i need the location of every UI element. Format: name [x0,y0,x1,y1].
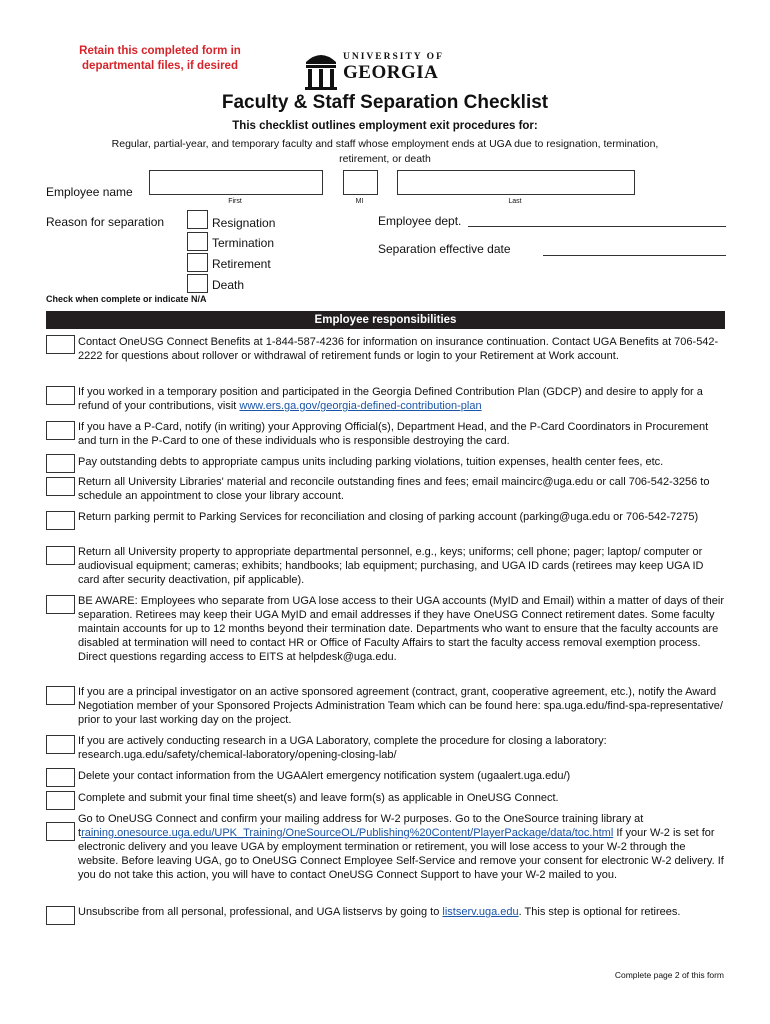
item-checkbox[interactable] [46,421,75,440]
training-link[interactable]: raining.onesource.uga.edu/UPK_Training/OneSourceOL/Publishing%20Content/PlayerPackage/data/toc.html [81,827,614,839]
checklist-item: If you are actively conducting research in a UGA Laboratory, complete the procedure for closing a laboratory: research.uga.edu/safety/chemical-laboratory/opening-closing-lab/ [78,735,607,761]
item-checkbox[interactable] [46,768,75,787]
middle-initial-field[interactable] [343,170,378,195]
item-checkbox[interactable] [46,595,75,614]
employee-name-label: Employee name [46,185,133,199]
logo-university-of: UNIVERSITY OF [343,52,444,62]
section-header: Employee responsibilities [46,311,725,329]
last-caption: Last [508,198,522,205]
page-title: Faculty & Staff Separation Checklist [221,92,549,113]
item-checkbox[interactable] [46,822,75,841]
last-name-field[interactable] [397,170,635,195]
checklist-item: If you are a principal investigator on an active sponsored agreement (contract, grant, cooperative agreement, etc.), notify the Award Negotiation member of your Sponsored Projects Administration Team which can be found here: spa.uga.edu/find-spa-representative/ prior to your last working day on the project. [78,686,723,726]
item-checkbox[interactable] [46,686,75,705]
footer-note: Complete page 2 of this form [614,970,724,980]
checklist-item: Pay outstanding debts to appropriate campus units including parking violations, tuition expenses, health center fees, etc. [78,456,664,468]
resignation-label: Resignation [212,216,276,230]
item-checkbox[interactable] [46,546,75,565]
checklist-item: BE AWARE: Employees who separate from UGA lose access to their UGA accounts (MyID and Email) within a matter of days of their separation. Retirees may keep their UGA MyID and email addresses if they have OneUSG Connect retirement dates. Some faculty maintain accounts for up to 12 months beyond their termination date. Departments who want to ensure that the faculty accounts are disabled at termination will need to contact HR or Office of Faculty Affairs to start the faculty access removal exemption process. Direct questions regarding access to EITS at helpdesk@uga.edu. [78,595,724,663]
termination-checkbox[interactable] [187,232,208,251]
first-caption: First [228,198,242,205]
item-checkbox[interactable] [46,906,75,925]
listserv-link[interactable]: listserv.uga.edu [442,906,519,918]
uga-arch-logo [303,48,339,92]
first-name-field[interactable] [149,170,323,195]
item-checkbox[interactable] [46,454,75,473]
checklist-item: Delete your contact information from the UGAAlert emergency notification system (ugaalert.uga.edu/) [78,770,571,782]
item-checkbox[interactable] [46,791,75,810]
item-checkbox[interactable] [46,735,75,754]
dept-field[interactable] [468,226,726,227]
checklist-item [78,385,726,413]
death-checkbox[interactable] [187,274,208,293]
termination-label: Termination [212,236,275,250]
mi-caption: MI [355,198,364,205]
logo-georgia: GEORGIA [343,62,439,83]
gdcp-link[interactable]: www.ers.ga.gov/georgia-defined-contribution-plan [239,400,482,412]
checklist-item [78,812,726,882]
item-checkbox[interactable] [46,477,75,496]
checklist-item [78,905,726,919]
item-text-part: Unsubscribe from all personal, professional, and UGA listservs by going to [78,906,443,918]
retain-note: Retain this completed form in departmental files, if desired [79,45,241,72]
reason-label: Reason for separation [46,215,165,229]
dept-label: Employee dept. [378,214,462,228]
intro-text: Regular, partial-year, and temporary faculty and staff whose employment ends at UGA due to resignation, termination, retirement, or death [111,138,659,165]
item-text-part: If your W-2 is set for electronic delivery and you leave UGA by employment termination or retirement, you will lose access to your W-2 through the website. Before leaving UGA, go to OneUSG Connect Employee Self-Service and remove your consent for electronic W-2 delivery. If you do not take this action, you will have to contact OneUSG Connect Support to have your W-2 mailed to you. [78,827,724,881]
item-text-part: . This step is optional for retirees. [518,906,681,918]
checklist-item: Return parking permit to Parking Services for reconciliation and closing of parking account (parking@uga.edu or 706-542-7275) [78,511,699,523]
death-label: Death [212,278,245,292]
checklist-item: If you have a P-Card, notify (in writing) your Approving Official(s), Department Head, and the P-Card Coordinators in Procurement and turn in the P-Card to one of these individuals who is responsible destroying the card. [78,421,709,447]
resignation-checkbox[interactable] [187,210,208,229]
checklist-item: Contact OneUSG Connect Benefits at 1-844-587-4236 for information on insurance continuation. Contact UGA Benefits at 706-542-2222 for questions about rollover or withdrawal of retirement funds or login to your Retirement at Work account. [78,336,719,362]
item-text-part: If you worked in a temporary position and participated in the Georgia Defined Contribution Plan (GDCP) and desire to apply for a refund of your contributions, visit [78,386,703,412]
checklist-item: Return all University Libraries' material and reconcile outstanding fines and fees; email maincirc@uga.edu or call 706-542-3256 to schedule an appointment to close your library account. [78,476,710,502]
effective-date-field[interactable] [543,255,726,256]
item-checkbox[interactable] [46,386,75,405]
page-subtitle: This checklist outlines employment exit procedures for: [232,120,538,132]
item-checkbox[interactable] [46,335,75,354]
retirement-checkbox[interactable] [187,253,208,272]
effective-date-label: Separation effective date [378,242,511,256]
check-instruction: Check when complete or indicate N/A [46,294,207,304]
retirement-label: Retirement [212,257,271,271]
checklist-item: Return all University property to appropriate departmental personnel, e.g., keys; uniforms; cell phone; pager; laptop/ computer or audiovisual equipment; cameras; exhibits; handbooks; lab equipment; purchasing, and UGA ID cards (retirees may keep UGA ID card after security deactivation, pif applicable). [78,546,704,586]
item-text-part: Go to OneUSG Connect and confirm your mailing address for W-2 purposes. Go to the OneSource training library at t [78,813,644,839]
item-checkbox[interactable] [46,511,75,530]
checklist-item: Complete and submit your final time sheet(s) and leave form(s) as applicable in OneUSG Connect. [78,792,559,804]
